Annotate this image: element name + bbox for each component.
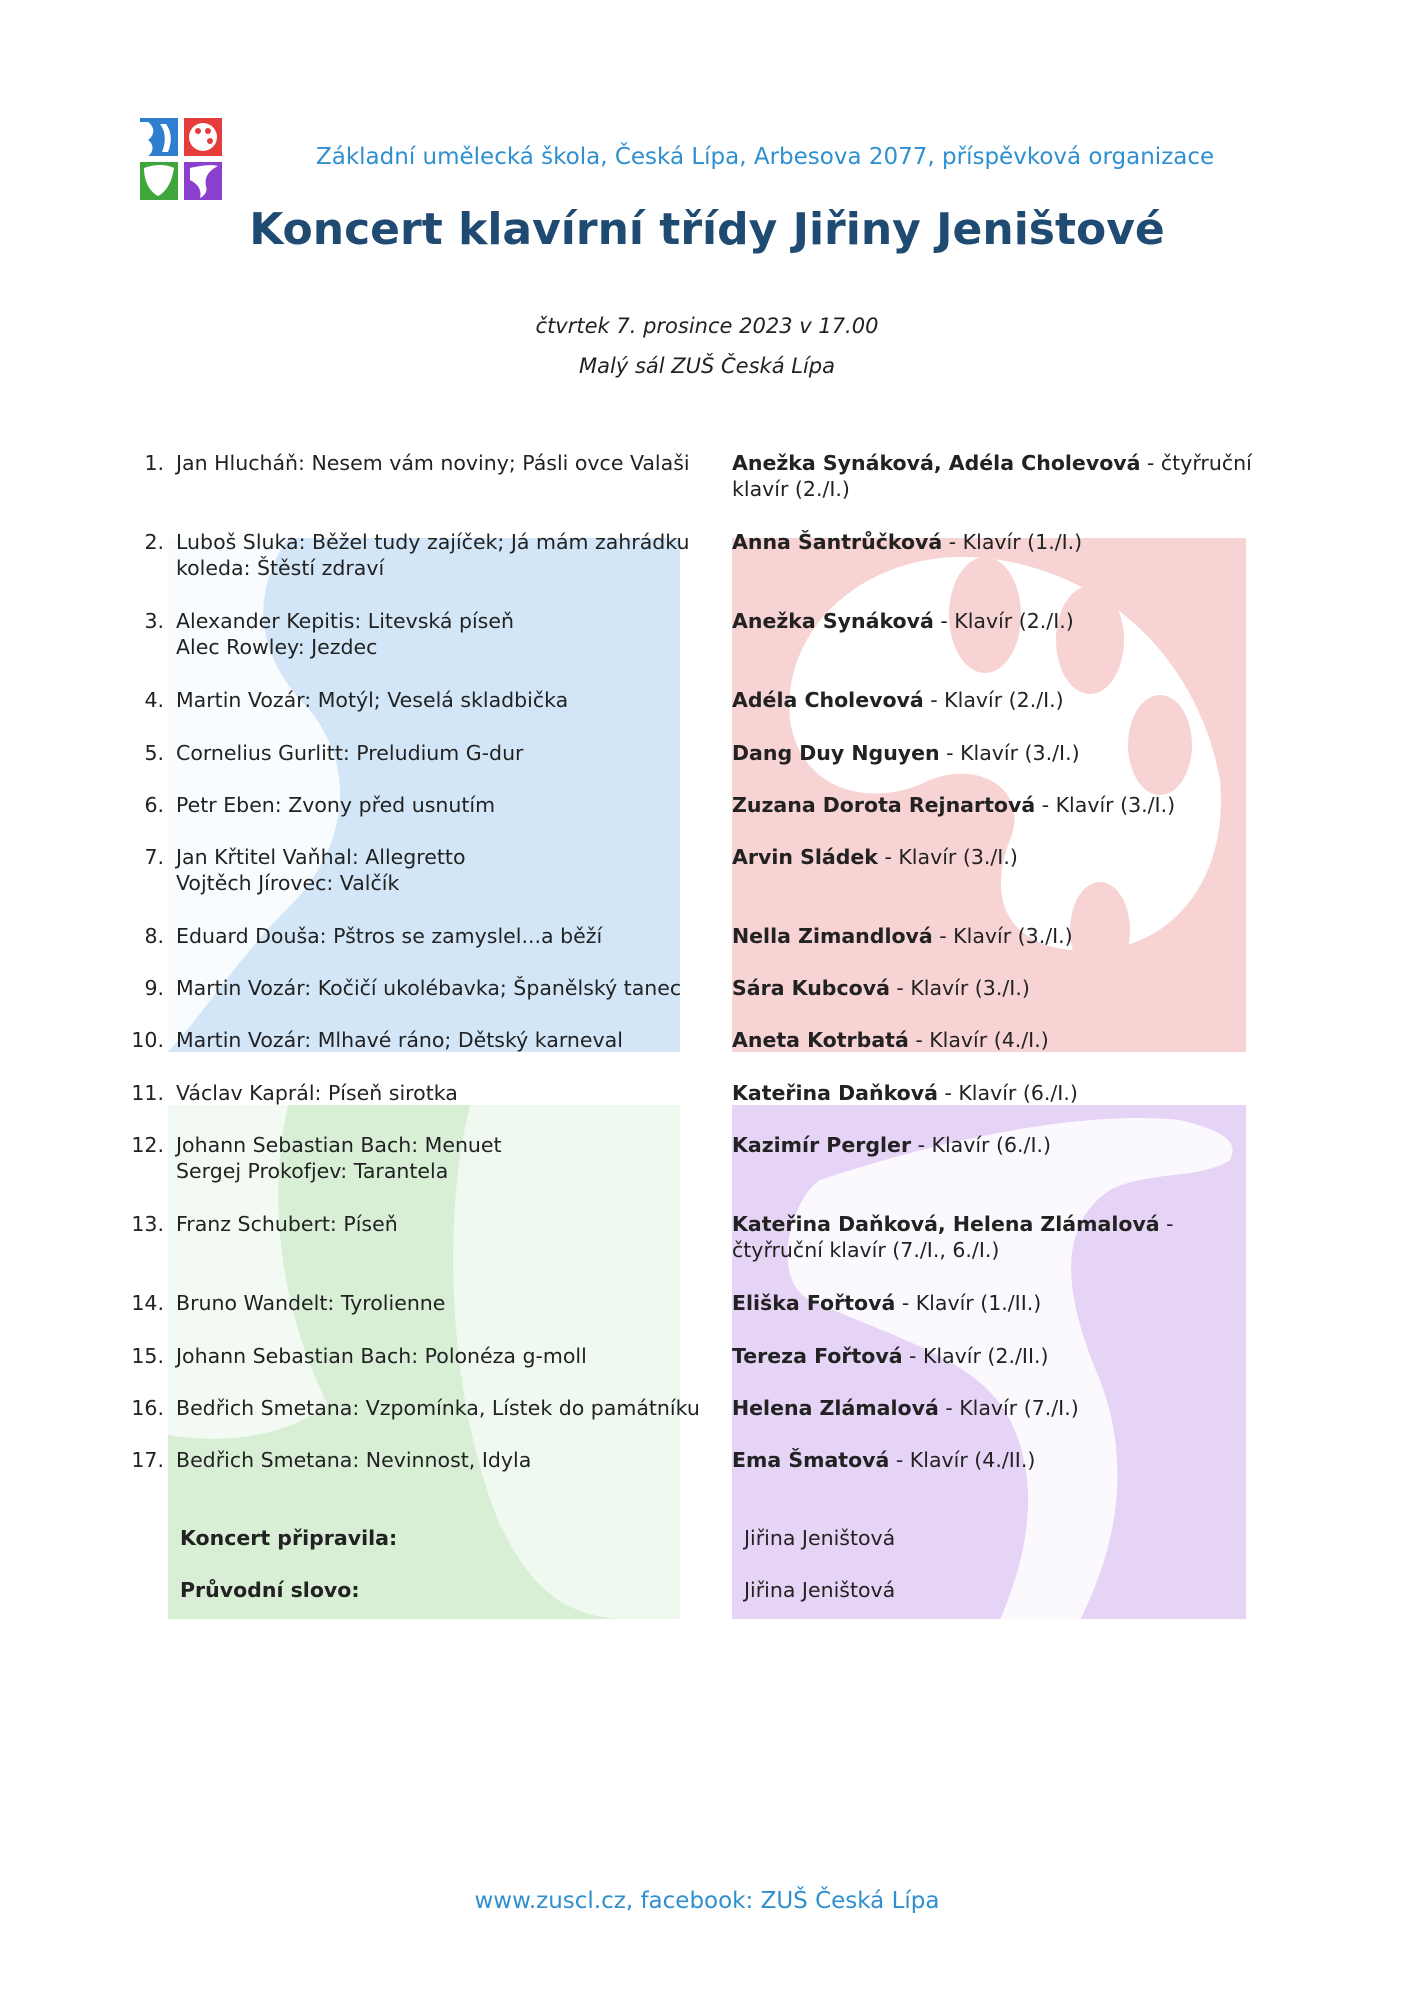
performer-name: Zuzana Dorota Rejnartová xyxy=(732,793,1036,817)
piece-line: Martin Vozár: Kočičí ukolébavka; Španělský tanec xyxy=(176,976,682,1000)
piece-title xyxy=(176,608,736,660)
performer-info: - Klavír (2./II.) xyxy=(902,1344,1049,1368)
performer-name: Ema Šmatová xyxy=(732,1448,890,1472)
piece-title xyxy=(176,1447,736,1473)
piece-line: Bedřich Smetana: Nevinnost, Idyla xyxy=(176,1448,532,1472)
concert-date: čtvrtek 7. prosince 2023 v 17.00 xyxy=(535,314,879,338)
school-name: Základní umělecká škola, Česká Lípa, Arbesova 2077, příspěvková organizace xyxy=(316,144,1215,170)
performer xyxy=(732,740,1252,766)
piece-line: Cornelius Gurlitt: Preludium G-dur xyxy=(176,741,524,765)
row-number: 14. xyxy=(131,1291,164,1315)
performer xyxy=(732,1447,1252,1473)
performer xyxy=(732,844,1252,870)
piece-title xyxy=(176,1211,736,1237)
row-number: 13. xyxy=(131,1212,164,1236)
performer-info: - Klavír (3./I.) xyxy=(939,741,1080,765)
row-number: 9. xyxy=(144,976,164,1000)
performer-name: Aneta Kotrbatá xyxy=(732,1028,909,1052)
piece-line: Sergej Prokofjev: Tarantela xyxy=(176,1159,449,1183)
row-number: 6. xyxy=(144,793,164,817)
performer-name: Sára Kubcová xyxy=(732,976,890,1000)
school-logo-icon xyxy=(140,118,222,200)
page-title: Koncert klavírní třídy Jiřiny Jeništové xyxy=(249,204,1165,255)
piece-line: Franz Schubert: Píseň xyxy=(176,1212,398,1236)
piece-line: Alexander Kepitis: Litevská píseň xyxy=(176,609,514,633)
piece-line: Martin Vozár: Motýl; Veselá skladbička xyxy=(176,688,569,712)
piece-line: Johann Sebastian Bach: Polonéza g-moll xyxy=(176,1344,587,1368)
piece-line: Alec Rowley: Jezdec xyxy=(176,635,378,659)
row-number: 5. xyxy=(144,741,164,765)
performer xyxy=(732,450,1252,502)
performer xyxy=(732,1395,1252,1421)
row-number: 17. xyxy=(131,1448,164,1472)
performer-info: - Klavír (4./II.) xyxy=(889,1448,1036,1472)
performer xyxy=(732,1290,1252,1316)
piece-title xyxy=(176,1080,736,1106)
row-number: 15. xyxy=(131,1344,164,1368)
performer xyxy=(732,529,1252,555)
performer-name: Kazimír Pergler xyxy=(732,1133,912,1157)
performer-info: - Klavír (6./I.) xyxy=(937,1081,1078,1105)
piece-title xyxy=(176,450,736,476)
performer-info: - Klavír (2./I.) xyxy=(923,688,1064,712)
piece-line: Martin Vozár: Mlhavé ráno; Dětský karneval xyxy=(176,1028,623,1052)
performer xyxy=(732,608,1252,634)
row-number: 3. xyxy=(144,609,164,633)
piece-title xyxy=(176,1027,736,1053)
row-number: 2. xyxy=(144,530,164,554)
piece-title xyxy=(176,975,736,1001)
piece-line: Jan Křtitel Vaňhal: Allegretto xyxy=(176,845,466,869)
performer-info: - Klavír (4./I.) xyxy=(908,1028,1049,1052)
piece-title xyxy=(176,792,736,818)
performer-info: - čtyřruční klavír (7./I., 6./I.) xyxy=(732,1212,1174,1262)
concert-venue: Malý sál ZUŠ Česká Lípa xyxy=(579,354,835,378)
performer-name: Tereza Fořtová xyxy=(732,1344,903,1368)
performer xyxy=(732,687,1252,713)
piece-title xyxy=(176,1395,736,1421)
performer xyxy=(732,1343,1252,1369)
row-number: 8. xyxy=(144,924,164,948)
performer-info: - Klavír (7./I.) xyxy=(938,1396,1079,1420)
performer-name: Anna Šantrůčková xyxy=(732,530,943,554)
piece-title xyxy=(176,844,736,896)
performer xyxy=(732,792,1252,818)
piece-line: Václav Kaprál: Píseň sirotka xyxy=(176,1081,458,1105)
performer-info: - Klavír (3./I.) xyxy=(889,976,1030,1000)
performer-name: Anežka Synáková xyxy=(732,609,934,633)
piece-title xyxy=(176,529,736,581)
speech-label: Průvodní slovo: xyxy=(180,1578,360,1602)
performer xyxy=(732,1027,1252,1053)
performer-name: Dang Duy Nguyen xyxy=(732,741,940,765)
performer-name: Adéla Cholevová xyxy=(732,688,924,712)
piece-line: Johann Sebastian Bach: Menuet xyxy=(176,1133,502,1157)
performer xyxy=(732,1132,1252,1158)
performer xyxy=(732,1080,1252,1106)
performer-name: Kateřina Daňková xyxy=(732,1081,938,1105)
website-link[interactable]: www.zuscl.cz, facebook: ZUŠ Česká Lípa xyxy=(474,1888,940,1914)
performer-name: Arvin Sládek xyxy=(732,845,878,869)
performer-name: Eliška Fořtová xyxy=(732,1291,896,1315)
piece-line: Eduard Douša: Pštros se zamyslel...a běží xyxy=(176,924,603,948)
prepared-by-label: Koncert připravila: xyxy=(180,1526,398,1550)
row-number: 4. xyxy=(144,688,164,712)
performer-info: - Klavír (3./I.) xyxy=(877,845,1018,869)
performer-info: - Klavír (2./I.) xyxy=(933,609,1074,633)
palette-hole xyxy=(1056,586,1124,694)
piece-title xyxy=(176,1343,736,1369)
row-number: 12. xyxy=(131,1133,164,1157)
prepared-by-value: Jiřina Jeništová xyxy=(744,1526,896,1550)
speech-value: Jiřina Jeništová xyxy=(744,1578,896,1602)
performer-name: Kateřina Daňková, Helena Zlámalová xyxy=(732,1212,1160,1236)
piece-line: Luboš Sluka: Běžel tudy zajíček; Já mám zahrádku koleda: Štěstí zdraví xyxy=(176,530,690,580)
piece-title xyxy=(176,740,736,766)
row-number: 11. xyxy=(131,1081,164,1105)
row-number: 16. xyxy=(131,1396,164,1420)
piece-line: Bedřich Smetana: Vzpomínka, Lístek do památníku xyxy=(176,1396,700,1420)
performer-info: - čtyřruční klavír (2./I.) xyxy=(732,451,1252,501)
school-logo-svg xyxy=(140,118,222,200)
performer-name: Helena Zlámalová xyxy=(732,1396,939,1420)
piece-line: Petr Eben: Zvony před usnutím xyxy=(176,793,496,817)
piece-title xyxy=(176,687,736,713)
row-number: 10. xyxy=(131,1028,164,1052)
performer-info: - Klavír (3./I.) xyxy=(932,924,1073,948)
performer xyxy=(732,923,1252,949)
performer-info: - Klavír (6./I.) xyxy=(911,1133,1052,1157)
performer-name: Anežka Synáková, Adéla Cholevová xyxy=(732,451,1141,475)
performer-info: - Klavír (3./I.) xyxy=(1035,793,1176,817)
row-number: 7. xyxy=(144,845,164,869)
piece-line: Bruno Wandelt: Tyrolienne xyxy=(176,1291,446,1315)
piece-title xyxy=(176,923,736,949)
performer xyxy=(732,1211,1252,1263)
performer-name: Nella Zimandlová xyxy=(732,924,933,948)
piece-line: Jan Hlucháň: Nesem vám noviny; Pásli ovce Valaši xyxy=(176,451,690,475)
row-number: 1. xyxy=(144,451,164,475)
piece-title xyxy=(176,1290,736,1316)
piece-title xyxy=(176,1132,736,1184)
performer xyxy=(732,975,1252,1001)
performer-info: - Klavír (1./I.) xyxy=(942,530,1083,554)
performer-info: - Klavír (1./II.) xyxy=(895,1291,1042,1315)
piece-line: Vojtěch Jírovec: Valčík xyxy=(176,871,400,895)
